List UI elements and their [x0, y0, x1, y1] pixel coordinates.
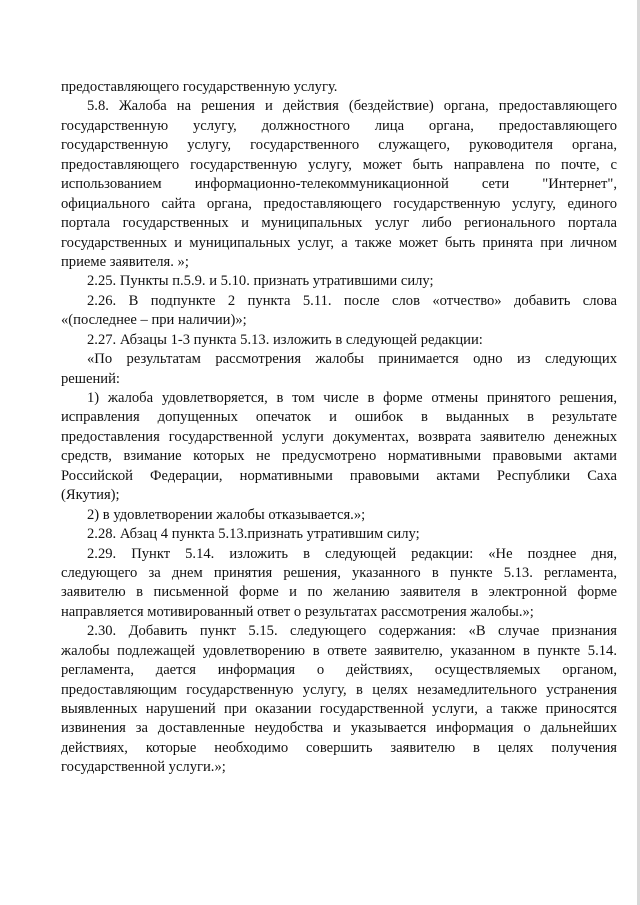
text-line: 2.29. Пункт 5.14. изложить в следующей редакции: «Не позднее дня, — [87, 545, 617, 562]
paragraph-continuation — [61, 78, 617, 97]
text-line: государственную услугу, государственного служащего, руководителя органа, — [61, 137, 617, 154]
text-line: 2.28. Абзац 4 пункта 5.13.признать утратившим силу; — [87, 526, 420, 543]
text-line: направляется мотивированный ответ о результатах рассмотрения жалобы.»; — [61, 603, 534, 620]
text-line: заявителю в письменной форме и по желанию заявителя в электронной форме — [61, 584, 617, 601]
paragraph-2-25 — [61, 272, 617, 291]
paragraph-quote-intro — [61, 350, 617, 389]
document-body — [61, 78, 617, 778]
text-line: «По результатам рассмотрения жалобы принимается одно из следующих — [87, 351, 617, 368]
text-line: следующего за днем принятия решения, указанного в пункте 5.13. регламента, — [61, 564, 617, 581]
text-line: (Якутия); — [61, 487, 120, 504]
paragraph-2-28 — [61, 525, 617, 544]
text-line: исправления допущенных опечаток и ошибок в выданных в результате — [61, 409, 617, 426]
text-line: 2) в удовлетворении жалобы отказывается.»; — [87, 506, 366, 523]
paragraph-2-30 — [61, 622, 617, 778]
text-line: 2.30. Добавить пункт 5.15. следующего содержания: «В случае признания — [87, 623, 617, 640]
paragraph-item-2 — [61, 506, 617, 525]
paragraph-2-29 — [61, 545, 617, 623]
text-line: 1) жалоба удовлетворяется, в том числе в форме отмены принятого решения, — [87, 390, 617, 406]
paragraph-2-27 — [61, 331, 617, 350]
text-line: государственную услугу, должностного лица органа, предоставляющего — [61, 117, 617, 134]
text-line: решений: — [61, 370, 120, 387]
text-line: 2.27. Абзацы 1-3 пункта 5.13. изложить в следующей редакции: — [87, 331, 483, 348]
text-line: выявленных нарушений при оказании государственной услуги, а также приносятся — [61, 701, 617, 717]
text-line: 2.26. В подпункте 2 пункта 5.11. после слов «отчество» добавить слова — [87, 292, 617, 309]
text-line: извинения за доставленные неудобства и указывается информация о дальнейших — [61, 720, 617, 737]
text-line: государственной услуги.»; — [61, 759, 226, 776]
text-line: использованием информационно-телекоммуникационной сети "Интернет", — [61, 176, 617, 193]
text-line: «(последнее – при наличии)»; — [61, 312, 247, 329]
paragraph-5-8 — [61, 97, 617, 272]
text-line: 2.25. Пункты п.5.9. и 5.10. признать утратившими силу; — [87, 273, 434, 290]
text-line: жалобы подлежащей удовлетворению в ответе заявителю, указанном в пункте 5.14. — [61, 642, 617, 659]
text-line: предоставления государственной услуги документах, возврата заявителю денежных — [61, 428, 617, 445]
text-line: официального сайта органа, предоставляющего государственную услугу, единого — [61, 195, 617, 212]
text-line: предоставляющего государственную услугу, может быть направлена по почте, с — [61, 156, 617, 173]
text-line: портала государственных и муниципальных услуг либо регионального портала — [61, 215, 617, 232]
text-line: предоставляющим государственную услугу, в целях незамедлительного устранения — [61, 681, 617, 698]
text-line: предоставляющего государственную услугу. — [61, 79, 338, 95]
text-line: регламента, дается информация о действиях, осуществляемых органом, — [61, 662, 617, 679]
paragraph-2-26 — [61, 292, 617, 331]
text-line: средств, взимание которых не предусмотрено нормативными правовыми актами — [61, 448, 617, 465]
text-line: Российской Федерации, нормативными правовыми актами Республики Саха — [61, 467, 617, 484]
paragraph-item-1 — [61, 389, 617, 506]
text-line: действиях, которые необходимо совершить заявителю в целях получения — [61, 739, 617, 756]
text-line: 5.8. Жалоба на решения и действия (бездействие) органа, предоставляющего — [87, 98, 617, 115]
text-line: приеме заявителя. »; — [61, 253, 189, 270]
text-line: государственных и муниципальных услуг, а также может быть принята при личном — [61, 234, 617, 251]
